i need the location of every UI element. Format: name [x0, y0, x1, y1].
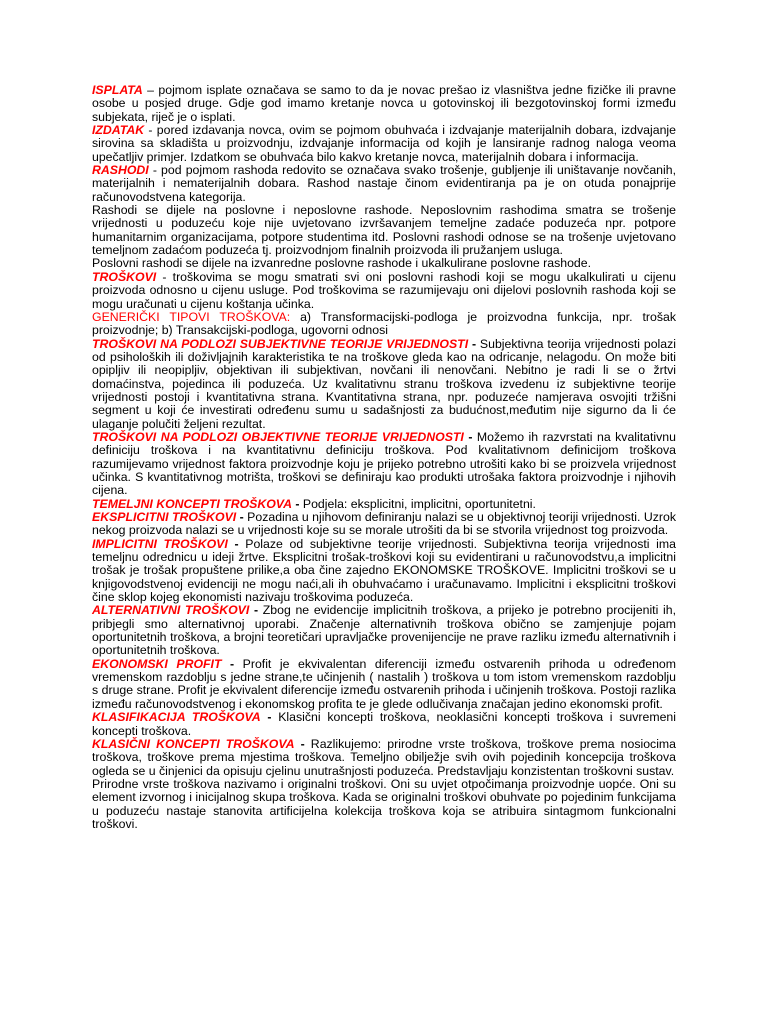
- paragraph-text: Subjektivna teorija vrijednosti polazi od psiholoških ili doživljajnih karakteristika te na troškove gleda kao na odricanje, nelagodu. On može biti opipljiv ili neopipljiv, objektivan ili subjektivan, novčani ili nenovčani. Nebitno je radi li se o žrtvi domaćinstva, pojedinca ili poduzeća. Uz kvalitativnu stranu troškova izvedenu iz subjektivne teorije vrijednosti postoji i kvantitativna strana. Kvantitativna strana, npr. poduzeće namjerava osvojiti tržišni segment u koji će investirati određenu sumu u sadašnjosti za budućnost,međutim nije sigurno da li će ulaganje polučiti željeni rezultat.: [92, 336, 676, 431]
- paragraph-text: Profit je ekvivalentan diferenciji između ostvarenih prihoda u određenom vremenskom razdoblju s jedne strane,te učinjenih ( nastalih ) troškova u tom istom vremenskom razdoblju s druge strane. Profit je ekvivalent diferencije između ostvarenih prihoda i učinjenih troškova. Postoji razlika između računovodstvenog i ekonomskog profita te je glede odlučivanja značajan jedino ekonomski profit.: [92, 656, 676, 711]
- paragraph-text: Polaze od subjektivne teorije vrijednosti. Subjektivna teorija vrijednosti ima temeljnu odrednicu u ideji žrtve. Eksplicitni trošak-troškovi koji su evidentirani u računovodstvu,a implicitni trošak je trošak propuštene prilike,a oba čine zajedno EKONOMSKE TROŠKOVE. Implicitni troškovi se u knjigovodstvenoj evidenciji ne mogu naći,ali ih obuhvaćamo i uračunavamo. Implicitni i eksplicitni troškovi čine sklop kojeg ekonomisti nazivaju troškovima poduzeća.: [92, 536, 676, 605]
- paragraph-text: Razlikujemo: prirodne vrste troškova, troškove prema nosiocima troškova, troškove prema mjestima troškova. Temeljno obilježje svih ovih pojedinih koncepcija troškova ogleda se u činjenici da opisuju cjelinu unutrašnjosti poduzeća. Predstavljaju konzistentan troškovni sustav.: [92, 736, 677, 778]
- term-klasicni-koncepti: KLASIČNI KONCEPTI TROŠKOVA: [92, 736, 295, 751]
- term-temeljni-koncepti: TEMELJNI KONCEPTI TROŠKOVA: [92, 496, 292, 511]
- paragraph-izdatak: [92, 124, 676, 164]
- paragraph-text: Rashodi se dijele na poslovne i neposlovne rashode. Neposlovnim rashodima smatra se trošenje vrijednosti u poduzeću koje nije uvjetovano izvršavanjem temeljne zadaće poduzeća npr. potpore humanitarnim organizacijama, potpore studentima itd. Poslovni rashodi odnose se na trošenje uvjetovano temeljnom zadaćom poduzeća tj. proizvodnjom finalnih proizvoda ili pružanjem usluga.: [92, 203, 676, 258]
- paragraph-implicitni: [92, 538, 676, 605]
- paragraph-text: Klasični koncepti troškova, neoklasični koncepti troškova i suvremeni koncepti troškova.: [92, 710, 676, 738]
- paragraph-text: - troškovima se mogu smatrati svi oni poslovni rashodi koji se mogu ukalkulirati u cijenu proizvoda odnosno u cijenu usluge. Pod troškovima se razumijevaju oni dijelovi poslovnih rashoda koji se mogu uračunati u cijenu koštanja učinka.: [92, 269, 676, 311]
- term-separator: -: [221, 656, 235, 671]
- paragraph-text: Podjela: eksplicitni, implicitni, oportunitetni.: [299, 496, 536, 511]
- term-klasifikacija: KLASIFIKACIJA TROŠKOVA: [92, 710, 261, 725]
- paragraph-temeljni-koncepti: [92, 498, 676, 511]
- paragraph-text: - pored izdavanja novca, ovim se pojmom obuhvaća i izdvajanje materijalnih dobara, izdvajanje sirovina sa skladišta u proizvodnju, izdvajanje informacija od kojih je lansiranje radnog naloga veoma upečatljiv primjer. Izdatkom se obuhvaća bilo kakvo kretanje novca, materijalnih dobara i informacija.: [92, 123, 676, 164]
- term-separator: -: [249, 603, 259, 618]
- paragraph-genericki-tipovi: [92, 311, 676, 338]
- term-separator: -: [294, 736, 305, 751]
- term-izdatak: IZDATAK: [92, 123, 145, 138]
- paragraph-klasicni-koncepti: [92, 738, 676, 778]
- paragraph-text: Pozadina u njihovom definiranju nalazi se u objektivnoj teoriji vrijednosti. Uzrok nekog proizvoda nalazi se u vrijednosti koje su se morale utrošiti da bi se stvorila vrijednost tog proizvoda.: [92, 510, 676, 538]
- paragraph-prirodne-vrste: [92, 778, 676, 831]
- paragraph-alternativni: [92, 604, 676, 657]
- term-isplata: ISPLATA: [92, 83, 143, 97]
- term-objektivna-teorija: TROŠKOVI NA PODLOZI OBJEKTIVNE TEORIJE VRIJEDNOSTI: [92, 429, 464, 444]
- term-eksplicitni: EKSPLICITNI TROŠKOVI: [92, 510, 237, 524]
- paragraph-rashodi-podjela: [92, 204, 676, 257]
- paragraph-ekonomski-profit: [92, 658, 676, 711]
- term-separator: -: [236, 510, 244, 524]
- term-separator: -: [291, 496, 300, 511]
- paragraph-text: a) Transformacijski-podloga je proizvodna funkcija, npr. trošak proizvodnje; b) Transakcijski-podloga, ugovorni odnosi: [92, 309, 676, 338]
- document-page: [92, 84, 676, 831]
- paragraph-troskovi: [92, 271, 676, 311]
- paragraph-subjektivna-teorija: [92, 338, 676, 431]
- paragraph-text: - pod pojmom rashoda redovito se označava svako trošenje, gubljenje ili uništavanje novčanih, materijalnih i nematerijalnih dobara. Rashod nastaje činom evidentiranja pa je on otuda ponajprije računovodstvena kategorija.: [92, 163, 676, 204]
- paragraph-text: Prirodne vrste troškova nazivamo i originalni troškovi. Oni su uvjet otpočimanja proizvodnje uopće. Oni su element izvornog i inicijalnog skupa troškova. Kada se originalni troškovi obuhvate po pojedinim funkcijama u poduzeću nastaje stanovita artificijelna kolekcija troškova koja se atribuira sintagmom funkcionalni troškovi.: [92, 776, 676, 831]
- term-genericki-tipovi: GENERIČKI TIPOVI TROŠKOVA:: [92, 309, 291, 324]
- term-separator: -: [260, 710, 272, 725]
- term-ekonomski-profit: EKONOMSKI PROFIT: [92, 656, 222, 671]
- term-alternativni: ALTERNATIVNI TROŠKOVI: [92, 603, 250, 618]
- term-implicitni: IMPLICITNI TROŠKOVI: [92, 536, 228, 551]
- paragraph-rashodi: [92, 164, 676, 204]
- term-separator: -: [468, 336, 477, 351]
- term-separator: -: [227, 536, 239, 551]
- paragraph-eksplicitni: [92, 511, 676, 538]
- paragraph-klasifikacija: [92, 711, 676, 738]
- paragraph-poslovni-rashodi: [92, 257, 676, 270]
- paragraph-text: Možemo ih razvrstati na kvalitativnu definiciju troškova i na kvantitativnu definiciju troškova. Pod kvalitativnom definicijom troškova razumijevamo vrijednost faktora proizvodnje koju je prijeko potrebno utrošiti kako bi se proizvela vrijednost učinka. S kvantitativnog motrišta, troškovi se definiraju kao produkti utrošaka faktora proizvodnje i njihovih cijena.: [92, 429, 676, 498]
- term-rashodi: RASHODI: [92, 163, 149, 178]
- paragraph-objektivna-teorija: [92, 431, 676, 498]
- paragraph-text: Zbog ne evidencije implicitnih troškova, a prijeko je potrebno procijeniti ih, pribjegli smo alternativnoj uporabi. Značenje alternativnih troškova obično se zamjenjuje pojam oportunitetnih troškova, a brojni teoretičari upravljačke provenijencije ne prave razliku između alternativnih i oportunitetnih troškova.: [92, 603, 676, 658]
- paragraph-text: Poslovni rashodi se dijele na izvanredne poslovne rashode i ukalkulirane poslovne rashode.: [92, 256, 592, 271]
- term-subjektivna-teorija: TROŠKOVI NA PODLOZI SUBJEKTIVNE TEORIJE VRIJEDNOSTI: [92, 336, 469, 351]
- term-troskovi: TROŠKOVI: [92, 269, 157, 284]
- paragraph-text: – pojmom isplate označava se samo to da je novac prešao iz vlasništva jedne fizičke ili pravne osobe u posjed druge. Gdje god imamo kretanje novca u gotovinskoj ili bezgotovinskoj formi između subjekata, riječ je o isplati.: [92, 83, 676, 124]
- term-separator: -: [463, 429, 473, 444]
- paragraph-isplata: [92, 84, 676, 124]
